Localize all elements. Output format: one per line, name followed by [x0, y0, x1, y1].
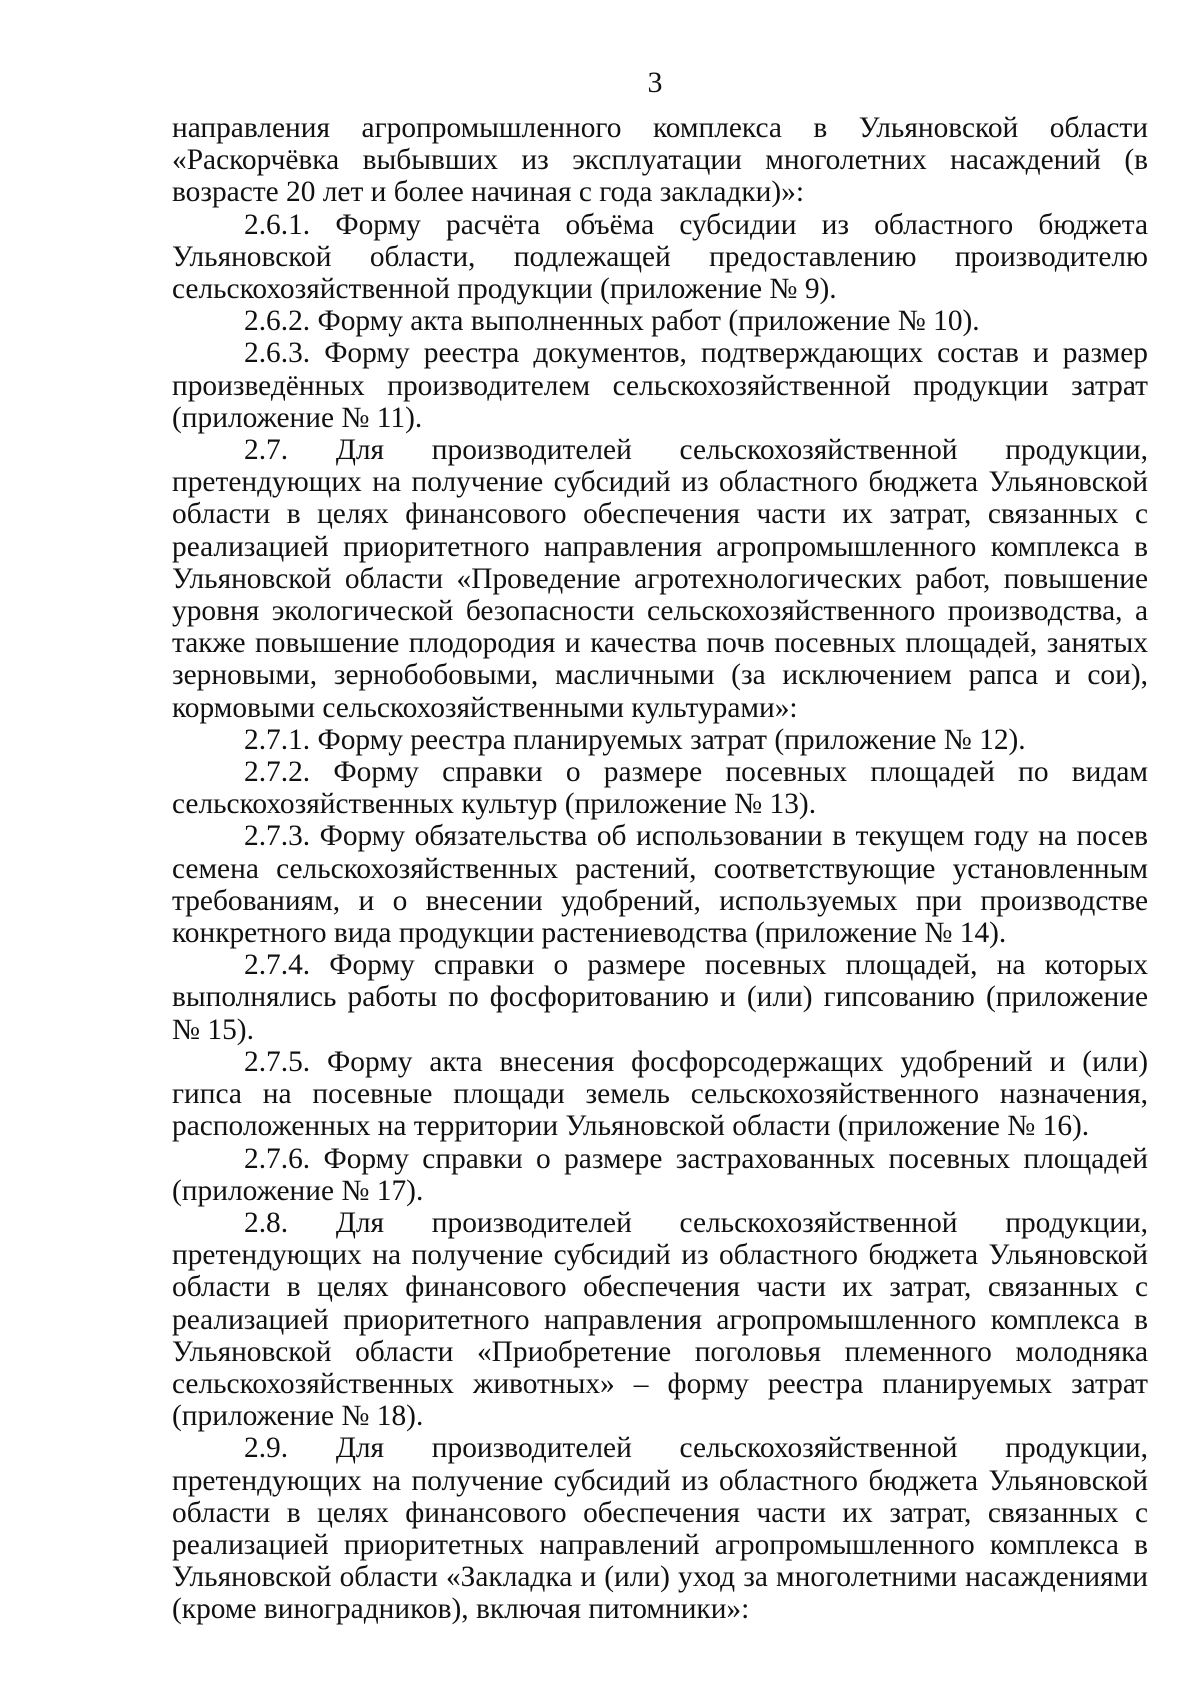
paragraph: 2.6.1. Форму расчёта объёма субсидии из областного бюджета Ульяновской области, подлежащей предоставлению производителю сельскохозяйственной продукции (приложение № 9). [172, 208, 1148, 306]
paragraph: 2.7.3. Форму обязательства об использовании в текущем году на посев семена сельскохозяйственных растений, соответствующие установленным требованиям, и о внесении удобрений, используемых при производстве конкретного вида продукции растениеводства (приложение № 14). [172, 820, 1148, 950]
paragraph: 2.9. Для производителей сельскохозяйственной продукции, претендующих на получение субсидий из областного бюджета Ульяновской области в целях финансового обеспечения части их затрат, связанных с реализацией приоритетных направлений агропромышленного комплекса в Ульяновской области «Закладка и (или) уход за многолетними насаждениями (кроме виноградников), включая питомники»: [172, 1432, 1148, 1626]
paragraph: 2.7.4. Форму справки о размере посевных площадей, на которых выполнялись работы по фосфоритованию и (или) гипсованию (приложение № 15). [172, 949, 1148, 1046]
paragraph: направления агропромышленного комплекса в Ульяновской области «Раскорчёвка выбывших из эксплуатации многолетних насаждений (в возрасте 20 лет и более начиная с года закладки)»: [172, 112, 1148, 209]
paragraph: 2.7.6. Форму справки о размере застрахованных посевных площадей (приложение № 17). [172, 1142, 1148, 1207]
paragraph: 2.7.1. Форму реестра планируемых затрат (приложение № 12). [244, 723, 1026, 756]
document-body [172, 112, 1148, 1626]
paragraph: 2.6.3. Форму реестра документов, подтверждающих состав и размер произведённых производителем сельскохозяйственной продукции затрат (приложение № 11). [172, 337, 1148, 434]
paragraph: 2.7.5. Форму акта внесения фосфорсодержащих удобрений и (или) гипса на посевные площади земель сельскохозяйственного назначения, расположенных на территории Ульяновской области (приложение № 16). [172, 1045, 1148, 1143]
paragraph: 2.7. Для производителей сельскохозяйственной продукции, претендующих на получение субсидий из областного бюджета Ульяновской области в целях финансового обеспечения части их затрат, связанных с реализацией приоритетного направления агропромышленного комплекса в Ульяновской области «Проведение агротехнологических работ, повышение уровня экологической безопасности сельскохозяйственного производства, а также повышение плодородия и качества почв посевных площадей, занятых зерновыми, зернобобовыми, масличными (за исключением рапса и сои), кормовыми сельскохозяйственными культурами»: [172, 434, 1148, 724]
paragraph: 2.7.2. Форму справки о размере посевных площадей по видам сельскохозяйственных культур (приложение № 13). [172, 756, 1148, 821]
paragraph: 2.8. Для производителей сельскохозяйственной продукции, претендующих на получение субсидий из областного бюджета Ульяновской области в целях финансового обеспечения части их затрат, связанных с реализацией приоритетного направления агропромышленного комплекса в Ульяновской области «Приобретение поголовья племенного молодняка сельскохозяйственных животных» – форму реестра планируемых затрат (приложение № 18). [172, 1206, 1148, 1433]
paragraph: 2.6.2. Форму акта выполненных работ (приложение № 10). [244, 305, 980, 338]
page-number: 3 [647, 66, 663, 99]
